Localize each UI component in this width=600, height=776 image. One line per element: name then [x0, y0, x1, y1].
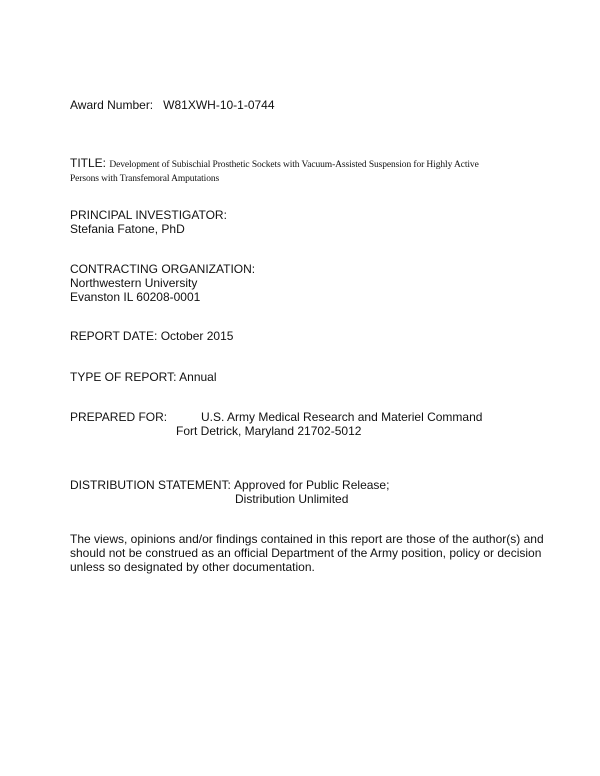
principal-investigator — [70, 208, 227, 236]
award-number — [70, 98, 275, 112]
distribution-line-2: Distribution Unlimited — [235, 492, 349, 506]
prepared-for-recipient — [176, 410, 483, 438]
disclaimer-line-3: unless so designated by other documentation. — [70, 560, 315, 574]
contracting-organization — [70, 262, 255, 304]
distribution-statement — [70, 478, 231, 492]
org-address: Evanston IL 60208-0001 — [70, 290, 201, 304]
report-date-value: October 2015 — [160, 329, 234, 343]
award-number-label: Award Number: — [70, 98, 154, 112]
title-line-2: Persons with Transfemoral Amputations — [70, 174, 220, 184]
prepared-for-line-2: Fort Detrick, Maryland 21702-5012 — [176, 424, 362, 438]
report-type-value: Annual — [179, 370, 217, 384]
title-label: TITLE: — [70, 156, 107, 170]
disclaimer-line-1: The views, opinions and/or findings contained in this report are those of the author(s) and — [70, 532, 544, 546]
report-title — [70, 156, 479, 186]
org-name: Northwestern University — [70, 276, 198, 290]
disclaimer — [70, 532, 544, 574]
prepared-for-label: PREPARED FOR: — [70, 410, 168, 424]
pi-label: PRINCIPAL INVESTIGATOR: — [70, 208, 227, 222]
prepared-for — [70, 410, 167, 424]
report-date — [70, 329, 233, 343]
org-label: CONTRACTING ORGANIZATION: — [70, 262, 256, 276]
distribution-text — [234, 478, 389, 506]
pi-name: Stefania Fatone, PhD — [70, 222, 185, 236]
award-number-value: W81XWH-10-1-0744 — [163, 98, 275, 112]
disclaimer-line-2: should not be construed as an official Department of the Army position, policy or decision — [70, 546, 542, 560]
report-type — [70, 370, 217, 384]
distribution-line-1: Approved for Public Release; — [234, 478, 390, 492]
distribution-label: DISTRIBUTION STATEMENT: — [70, 478, 231, 492]
title-line-1: Development of Subischial Prosthetic Sockets with Vacuum-Assisted Suspension for Highly Active — [109, 160, 479, 170]
report-type-label: TYPE OF REPORT: — [70, 370, 177, 384]
prepared-for-line-1: U.S. Army Medical Research and Materiel Command — [201, 410, 483, 424]
report-date-label: REPORT DATE: — [70, 329, 158, 343]
